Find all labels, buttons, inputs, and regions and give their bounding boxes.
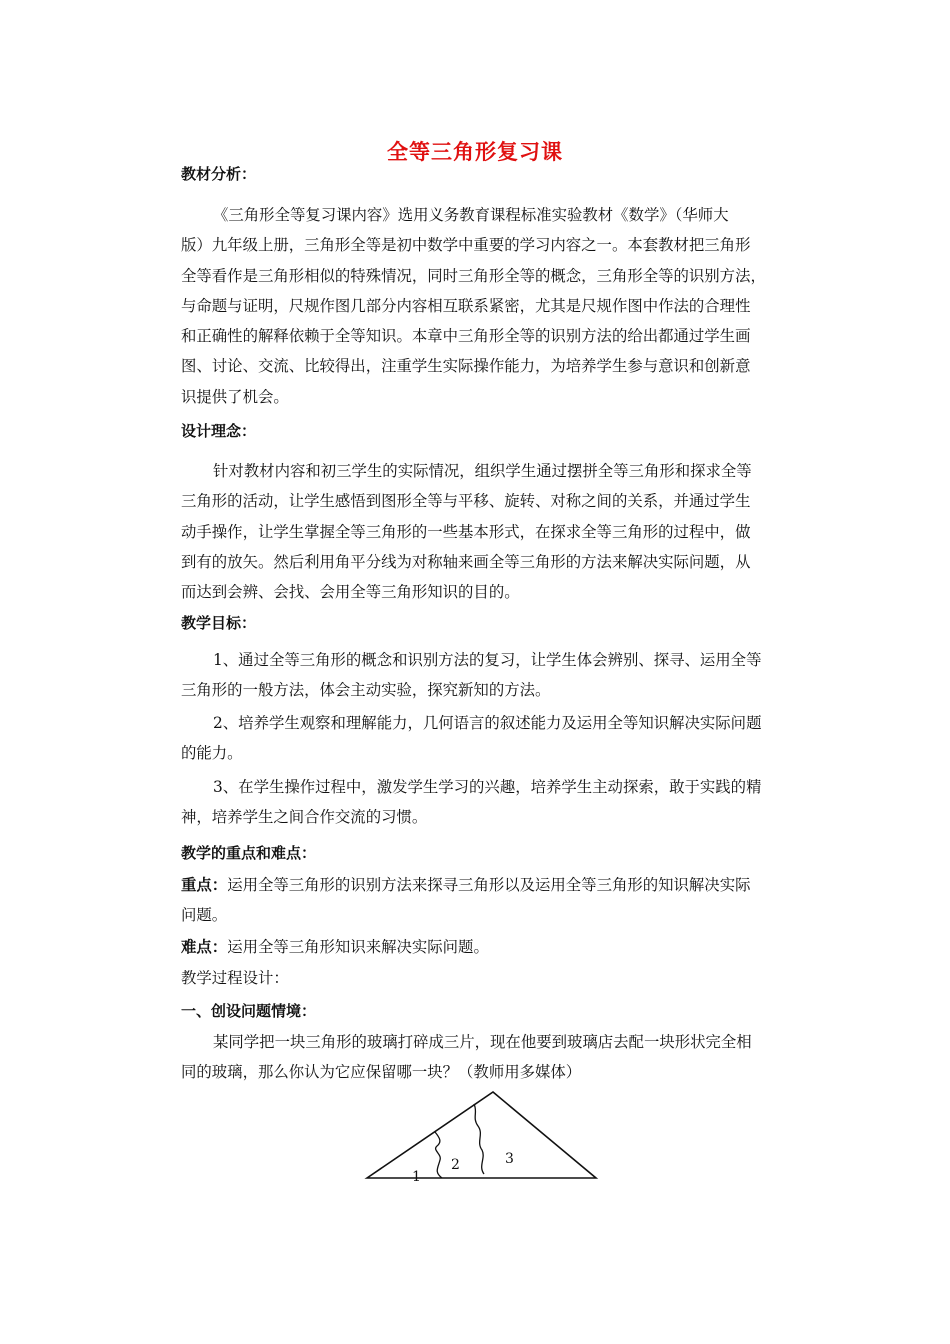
- section-heading-key-points: 教学的重点和难点：: [181, 844, 317, 862]
- paragraph-process-heading: [181, 963, 821, 993]
- piece-label-3: 3: [505, 1151, 514, 1167]
- text-line: 三角形的一般方法，体会主动实验，探究新知的方法。: [181, 681, 551, 700]
- key-point-text: 运用全等三角形的识别方法来探寻三角形以及运用全等三角形的知识解决实际: [227, 876, 751, 894]
- text-line: 针对教材内容和初三学生的实际情况，组织学生通过摆拼全等三角形和探求全等: [213, 462, 752, 480]
- text-line: 《三角形全等复习课内容》选用义务教育课程标准实验教材《数学》（华师大: [213, 206, 729, 224]
- text-line: 到有的放矢。然后利用角平分线为对称轴来画全等三角形的方法来解决实际问题，从: [181, 552, 751, 571]
- text-line: 2、培养学生观察和理解能力，几何语言的叙述能力及运用全等知识解决实际问题: [213, 714, 762, 732]
- paragraph-goal-3: [181, 772, 821, 833]
- paragraph-key-point: [181, 870, 821, 931]
- text-line: 1、通过全等三角形的概念和识别方法的复习，让学生体会辨别、探寻、运用全等: [213, 651, 762, 669]
- paragraph-goal-2: [181, 708, 821, 769]
- crack-line-1: [435, 1132, 442, 1178]
- text-line: 图、讨论、交流、比较得出，注重学生实际操作能力，为培养学生参与意识和创新意: [181, 357, 751, 376]
- text-line: 版）九年级上册，三角形全等是初中数学中重要的学习内容之一。本套教材把三角形: [181, 236, 751, 255]
- text-line: 某同学把一块三角形的玻璃打碎成三片，现在他要到玻璃店去配一块形状完全相: [213, 1033, 752, 1051]
- paragraph-design: [181, 456, 821, 607]
- difficult-point-label: 难点：: [181, 938, 228, 956]
- text-line: 同的玻璃，那么你认为它应保留哪一块？（教师用多媒体）: [181, 1063, 582, 1082]
- document-title: 全等三角形复习课: [387, 139, 563, 164]
- section-heading-design: 设计理念：: [181, 422, 257, 440]
- text-line: 与命题与证明，尺规作图几部分内容相互联系紧密，尤其是尺规作图中作法的合理性: [181, 296, 751, 315]
- text-line: [181, 870, 821, 900]
- paragraph-step1: [181, 1027, 821, 1088]
- text-line: 和正确性的解释依赖于全等知识。本章中三角形全等的识别方法的给出都通过学生画: [181, 327, 751, 346]
- broken-triangle-figure: [362, 1088, 602, 1188]
- difficult-point-text: 运用全等三角形知识来解决实际问题。: [227, 938, 489, 956]
- text-line: 全等看作是三角形相似的特殊情况，同时三角形全等的概念，三角形全等的识别方法，: [181, 266, 766, 285]
- text-line: 三角形的活动，让学生感悟到图形全等与平移、旋转、对称之间的关系，并通过学生: [181, 492, 751, 511]
- piece-label-1: 1: [412, 1169, 421, 1185]
- key-point-label: 重点：: [181, 876, 228, 894]
- paragraph-goal-1: [181, 645, 821, 706]
- process-heading: 教学过程设计：: [181, 969, 289, 987]
- crack-line-2: [474, 1104, 484, 1174]
- step1-heading: 一、创设问题情境：: [181, 1002, 317, 1020]
- text-line: 3、在学生操作过程中，激发学生学习的兴趣，培养学生主动探索，敢于实践的精: [213, 778, 762, 796]
- text-line: 动手操作，让学生掌握全等三角形的一些基本形式，在探求全等三角形的过程中，做: [181, 522, 751, 541]
- section-heading-goals: 教学目标：: [181, 614, 257, 632]
- section-heading-material: 教材分析：: [181, 165, 257, 183]
- text-line: 的能力。: [181, 744, 243, 763]
- paragraph-material: [181, 200, 821, 412]
- paragraph-difficult-point: [181, 932, 821, 962]
- text-line: [181, 932, 821, 962]
- text-line: 识提供了机会。: [181, 387, 289, 406]
- piece-label-2: 2: [451, 1157, 460, 1173]
- text-line: 神，培养学生之间合作交流的习惯。: [181, 808, 428, 827]
- text-line: 问题。: [181, 906, 228, 925]
- text-line: 而达到会辨、会找、会用全等三角形知识的目的。: [181, 583, 520, 602]
